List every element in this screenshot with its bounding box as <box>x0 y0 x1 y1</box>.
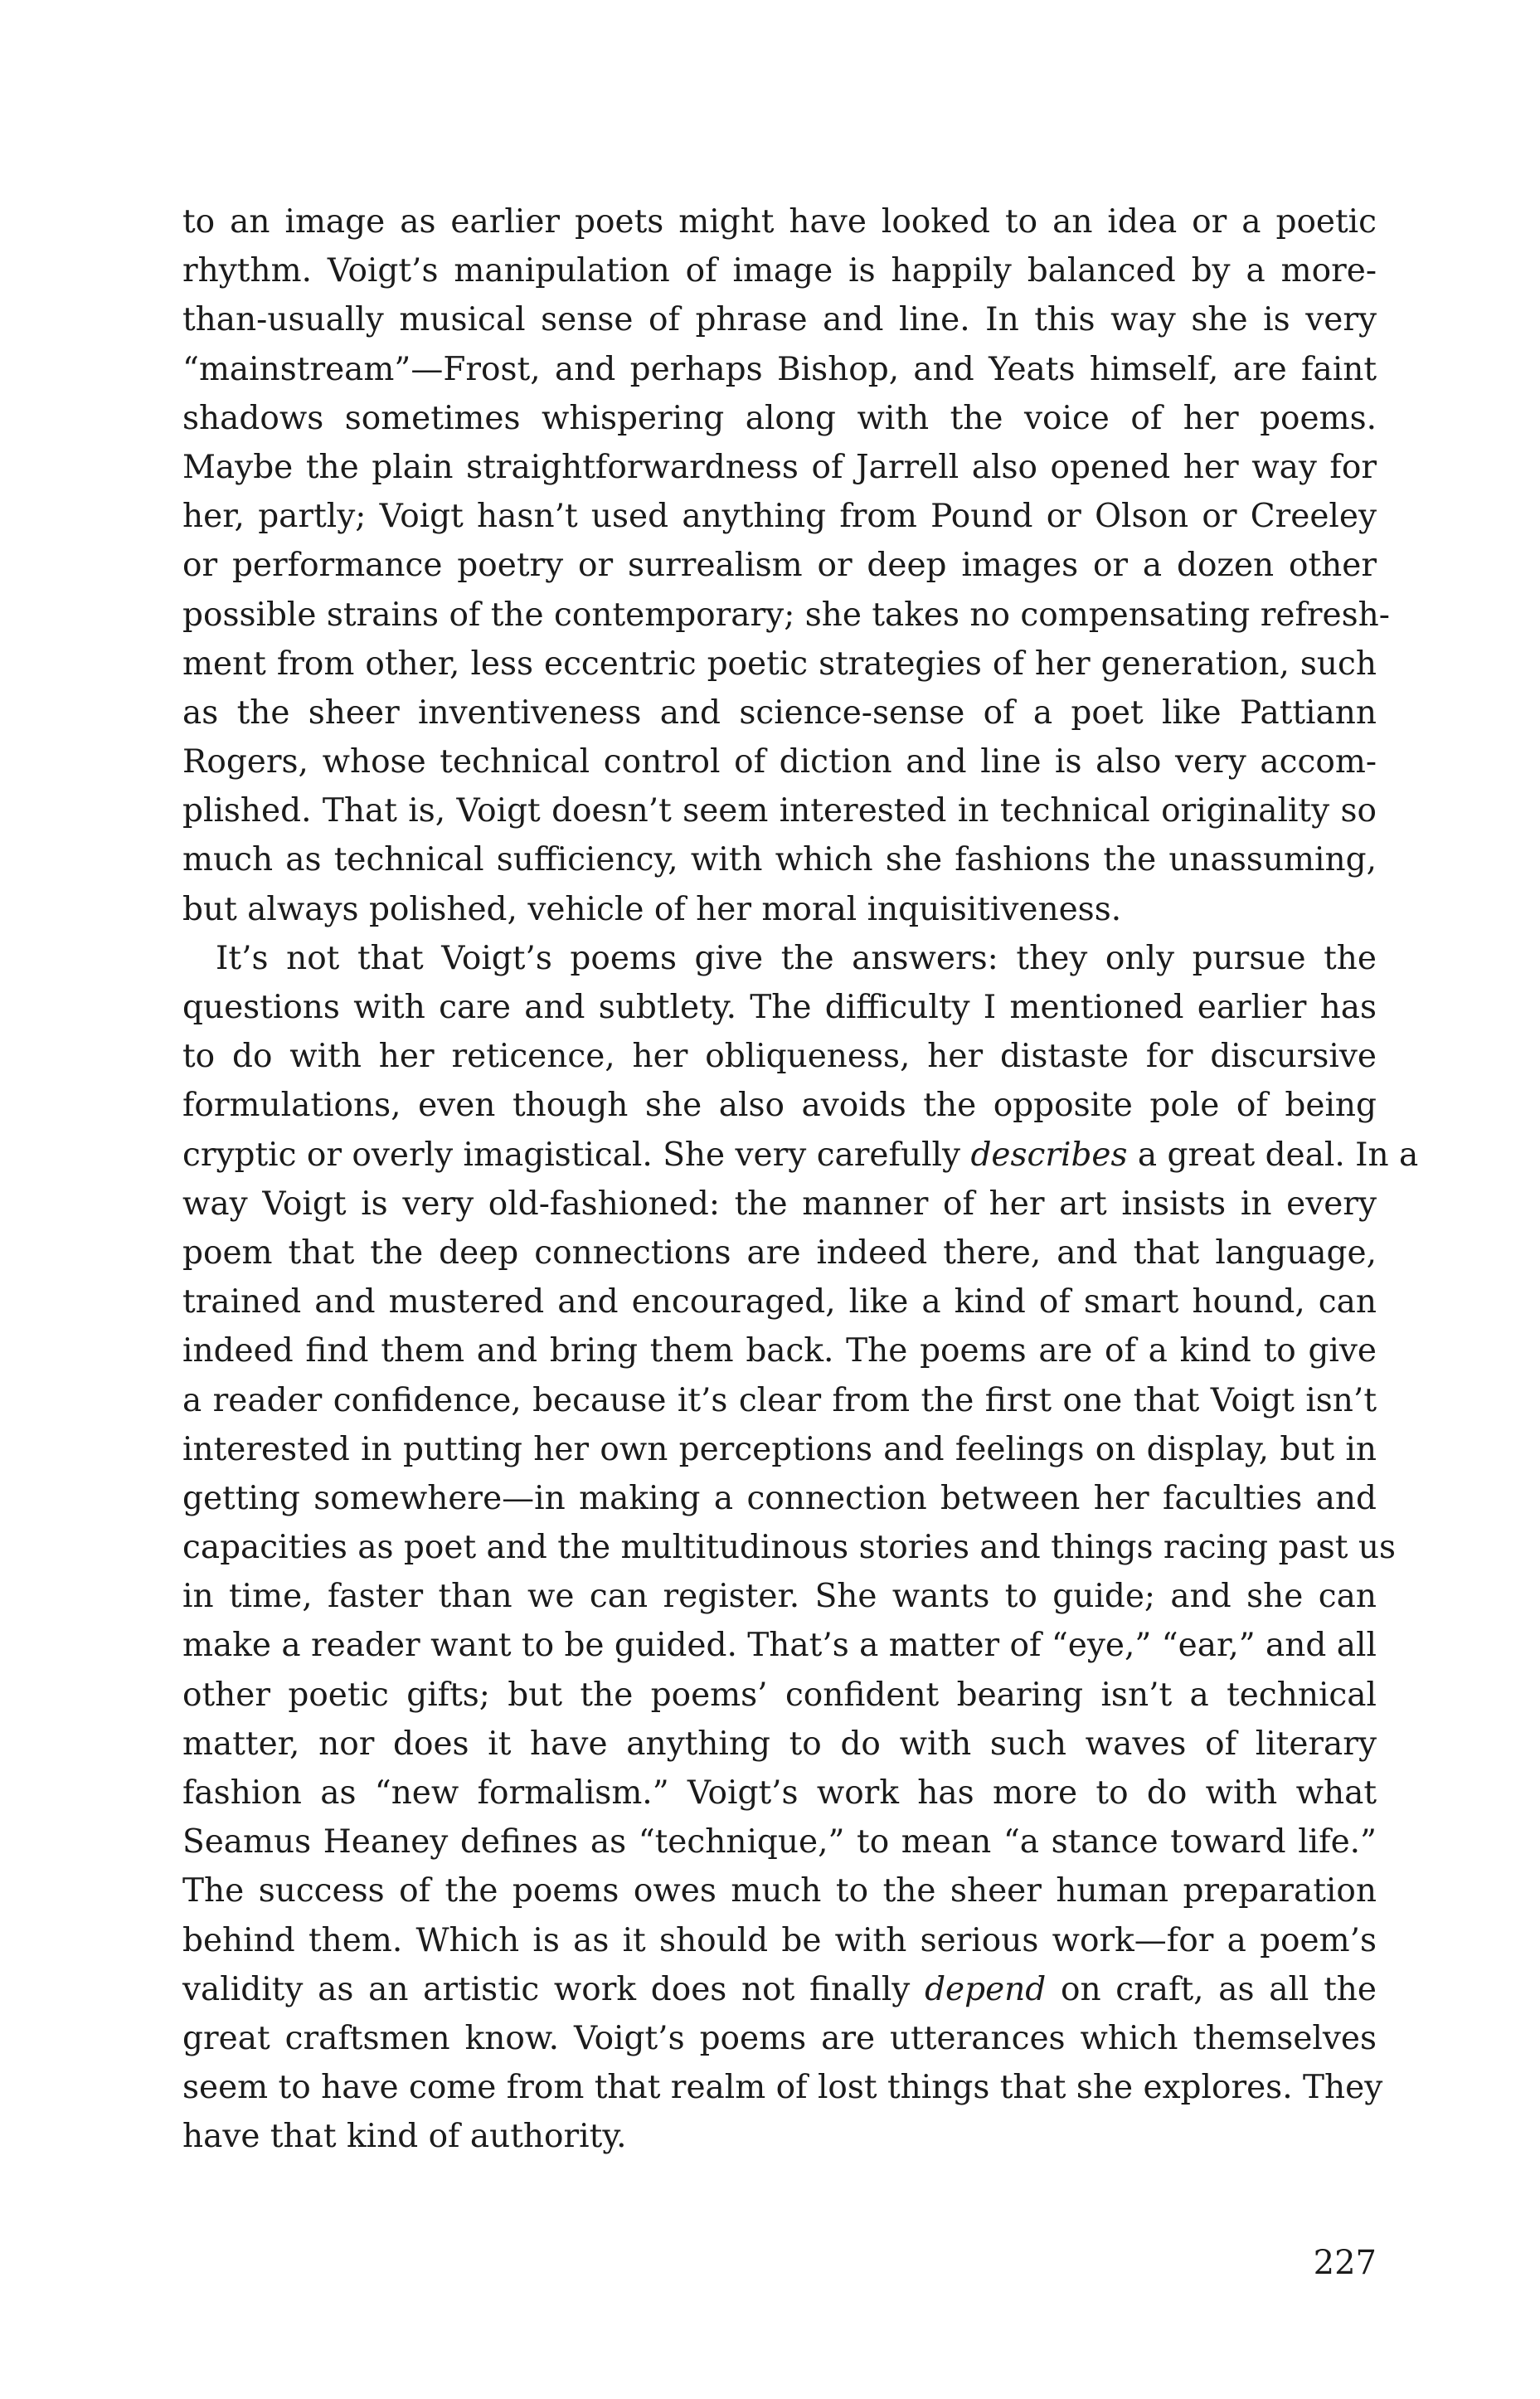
page-number: 227 <box>1313 2244 1377 2282</box>
text-line: way Voigt is very old-fashioned: the manner of her art insists in every <box>182 1185 1377 1223</box>
text-line: in time, faster than we can register. She wants to guide; and she can <box>182 1578 1377 1616</box>
text-line: fashion as “new formalism.” Voigt’s work has more to do with what <box>182 1774 1377 1812</box>
text-line: cryptic or overly imagistical. She very carefully describes a great deal. In a <box>182 1136 1419 1174</box>
text-line: make a reader want to be guided. That’s a matter of “eye,” “ear,” and all <box>182 1627 1377 1665</box>
text-line: her, partly; Voigt hasn’t used anything from Pound or Olson or Creeley <box>182 498 1377 536</box>
text-line: a reader confidence, because it’s clear from the first one that Voigt isn’t <box>182 1381 1377 1419</box>
text-line: seem to have come from that realm of lost things that she explores. They <box>182 2069 1383 2107</box>
text-line: “mainstream”—Frost, and perhaps Bishop, and Yeats himself, are faint <box>182 350 1377 388</box>
text-line: than-usually musical sense of phrase and line. In this way she is very <box>182 301 1377 339</box>
text-line: questions with care and subtlety. The difficulty I mentioned earlier has <box>182 989 1377 1026</box>
text-line: to do with her reticence, her obliqueness, her distaste for discursive <box>182 1038 1377 1076</box>
text-line: Maybe the plain straightforwardness of Jarrell also opened her way for <box>182 448 1377 486</box>
text-line: great craftsmen know. Voigt’s poems are utterances which themselves <box>182 2019 1377 2057</box>
text-line: as the sheer inventiveness and science-sense of a poet like Pattiann <box>182 693 1377 732</box>
text-line: have that kind of authority. <box>182 2118 627 2156</box>
text-line: trained and mustered and encouraged, like a kind of smart hound, can <box>182 1283 1377 1321</box>
text-line: formulations, even though she also avoids the opposite pole of being <box>182 1087 1377 1125</box>
text-line: Rogers, whose technical control of diction and line is also very accom- <box>182 743 1377 781</box>
text-line: behind them. Which is as it should be with serious work—for a poem’s <box>182 1921 1377 1959</box>
text-line: other poetic gifts; but the poems’ confident bearing isn’t a technical <box>182 1676 1377 1714</box>
text-line: ment from other, less eccentric poetic strategies of her generation, such <box>182 645 1377 683</box>
text-line: possible strains of the contemporary; she takes no compensating refresh- <box>182 596 1390 634</box>
paragraph <box>182 934 1419 2162</box>
text-line: to an image as earlier poets might have looked to an idea or a poetic <box>182 203 1377 241</box>
text-line: interested in putting her own perceptions and feelings on display, but in <box>182 1430 1377 1468</box>
body-text <box>182 197 1419 2162</box>
text-line: or performance poetry or surrealism or deep images or a dozen other <box>182 547 1377 585</box>
paragraph <box>182 197 1390 934</box>
text-line: matter, nor does it have anything to do with such waves of literary <box>182 1725 1377 1763</box>
text-line: but always polished, vehicle of her moral inquisitiveness. <box>182 890 1122 928</box>
text-line: validity as an artistic work does not finally depend on craft, as all the <box>182 1970 1377 2008</box>
text-line: rhythm. Voigt’s manipulation of image is happily balanced by a more- <box>182 252 1377 290</box>
text-line: Seamus Heaney defines as “technique,” to mean “a stance toward life.” <box>182 1823 1377 1861</box>
text-line: capacities as poet and the multitudinous stories and things racing past us <box>182 1529 1396 1567</box>
text-line: shadows sometimes whispering along with the voice of her poems. <box>182 399 1377 437</box>
text-line: getting somewhere—in making a connection between her faculties and <box>182 1479 1377 1517</box>
text-line: poem that the deep connections are indeed there, and that language, <box>182 1234 1377 1272</box>
text-line: indeed find them and bring them back. The poems are of a kind to give <box>182 1332 1377 1370</box>
text-line: It’s not that Voigt’s poems give the answers: they only pursue the <box>216 939 1377 977</box>
text-line: The success of the poems owes much to the sheer human preparation <box>182 1872 1377 1910</box>
text-line: much as technical sufficiency, with which she fashions the unassuming, <box>182 841 1377 879</box>
text-line: plished. That is, Voigt doesn’t seem interested in technical originality so <box>182 792 1377 830</box>
